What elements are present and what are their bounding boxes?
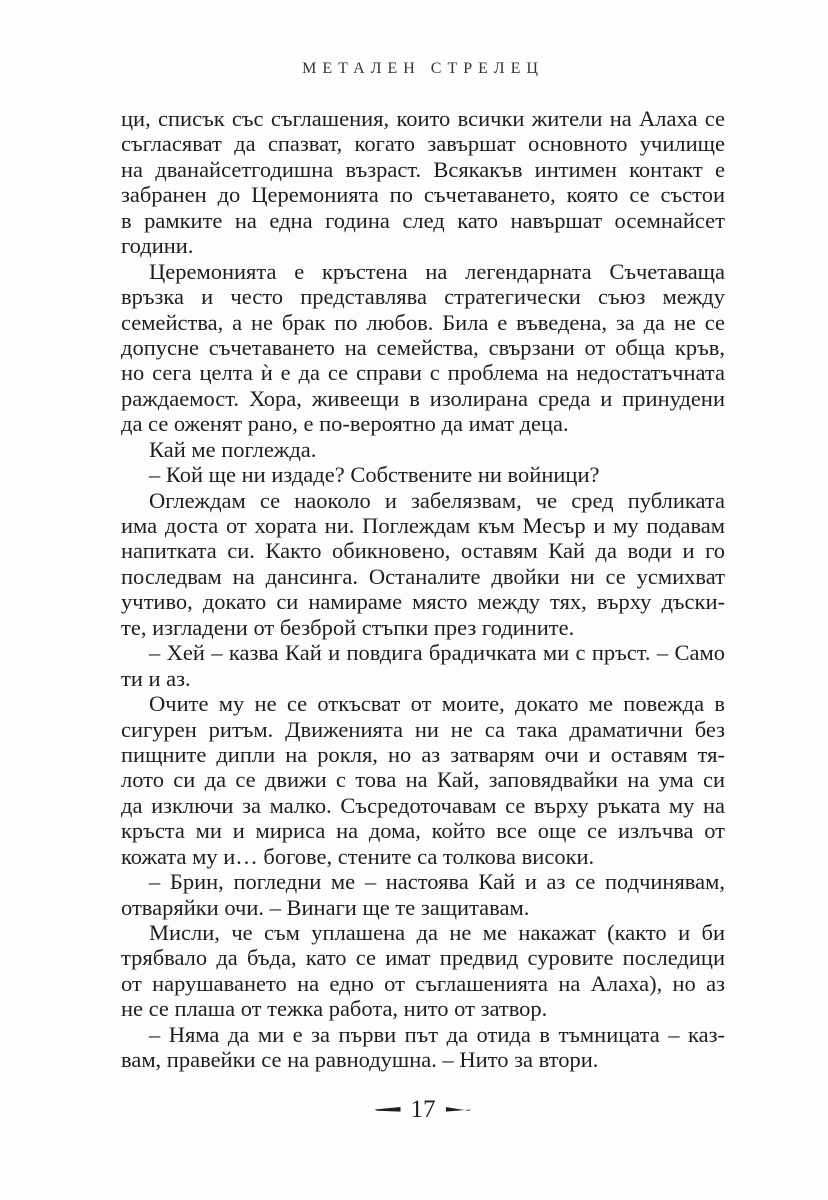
text-line: да изключи за малко. Съсредоточавам се върху ръката му на	[121, 792, 725, 818]
text-line: години.	[121, 233, 194, 259]
text-line: да се оженят рано, е по-вероятно да имат деца.	[121, 411, 569, 437]
text-line: допусне съчетаването на семейства, свързани от обща кръв,	[121, 334, 725, 360]
running-head-title: МЕТАЛЕН СТРЕЛЕЦ	[302, 60, 544, 77]
paragraph	[121, 488, 725, 641]
text-line: от нарушаването на едно от съглашенията на Алаха), но аз	[121, 970, 725, 996]
paragraph	[121, 437, 725, 462]
page-body	[121, 106, 725, 1073]
text-line: кръста ми и мириса на дома, който все още се излъчва от	[121, 818, 725, 844]
text-line: отваряйки очи. – Винаги ще те защитавам.	[121, 894, 530, 920]
text-line: раждаемост. Хора, живеещи в изолирана среда и принудени	[121, 385, 725, 411]
text-line: на дванайсетгодишна възраст. Всякакъв интимен контакт е	[121, 156, 725, 182]
text-line: трябвало да бъда, като се имат предвид суровите последици	[121, 945, 725, 971]
text-line: пищните дипли на рокля, но аз затварям очи и оставям тя-	[121, 741, 725, 767]
paragraph	[121, 640, 725, 691]
text-line: Очите му не се откъсват от моите, докато ме повежда в	[149, 691, 725, 717]
text-line: напитката си. Както обикновено, оставям Кай да води и го	[121, 538, 725, 564]
text-line: но сега целта ѝ е да се справи с проблема на недостатъчната	[121, 360, 725, 386]
page-number: 17	[410, 1096, 436, 1123]
tapered-dash-left-icon	[375, 1107, 401, 1113]
text-line: кожата му и… богове, стените са толкова високи.	[121, 843, 595, 869]
paragraph	[121, 920, 725, 1022]
tapered-dash-right-icon	[446, 1107, 472, 1113]
paragraph	[121, 691, 725, 869]
paragraph	[121, 259, 725, 437]
text-line: Церемонията е кръстена на легендарната Съчетаваща	[149, 258, 725, 284]
text-line: ци, списък със съглашения, които всички жители на Алаха се	[121, 106, 725, 131]
text-line: учтиво, докато си намираме място между тях, върху дъски-	[121, 589, 725, 615]
text-line: Мисли, че съм уплашена да не ме накажат (както и би	[149, 920, 725, 945]
text-line: семейства, а не брак по любов. Била е въведена, за да не се	[121, 309, 725, 335]
text-line: последвам на дансинга. Останалите двойки ни се усмихват	[121, 563, 725, 589]
text-line: – Хей – казва Кай и повдига брадичката ми с пръст. – Само	[149, 640, 725, 666]
text-line: – Няма да ми е за първи път да отида в тъмницата – каз-	[149, 1021, 725, 1047]
text-line: лото си да се движи с това на Кай, заповядвайки на ума си	[121, 767, 725, 793]
paragraph	[121, 106, 725, 259]
text-line: ти и аз.	[121, 665, 191, 691]
text-line: има доста от хората ни. Поглеждам към Месър и му подавам	[121, 513, 725, 538]
text-line: в рамките на една година след като навършат осемнайсет	[121, 207, 725, 233]
text-line: съгласяват да спазват, когато завършат основното училище	[121, 131, 725, 157]
text-line: Оглеждам се наоколо и забелязвам, че сред публиката	[149, 487, 725, 513]
text-line: Кай ме поглежда.	[149, 436, 317, 462]
text-line: сигурен ритъм. Движенията ни не са така драматични без	[121, 716, 725, 742]
text-line: – Брин, погледни ме – настоява Кай и аз се подчинявам,	[149, 869, 725, 895]
text-line: връзка и често представлява стратегически съюз между	[121, 284, 725, 310]
text-line: – Кой ще ни издаде? Собствените ни войници?	[149, 462, 600, 488]
text-line: не се плаша от тежка работа, нито от затвор.	[121, 996, 548, 1022]
page-footer	[121, 1096, 725, 1124]
paragraph	[121, 1022, 725, 1073]
text-line: те, изгладени от безброй стъпки през годините.	[121, 614, 575, 640]
paragraph	[121, 869, 725, 920]
paragraph	[121, 462, 725, 487]
text-line: вам, правейки се на равнодушна. – Нито за втори.	[121, 1047, 599, 1073]
text-line: забранен до Церемонията по съчетаването, която се състои	[121, 182, 725, 208]
